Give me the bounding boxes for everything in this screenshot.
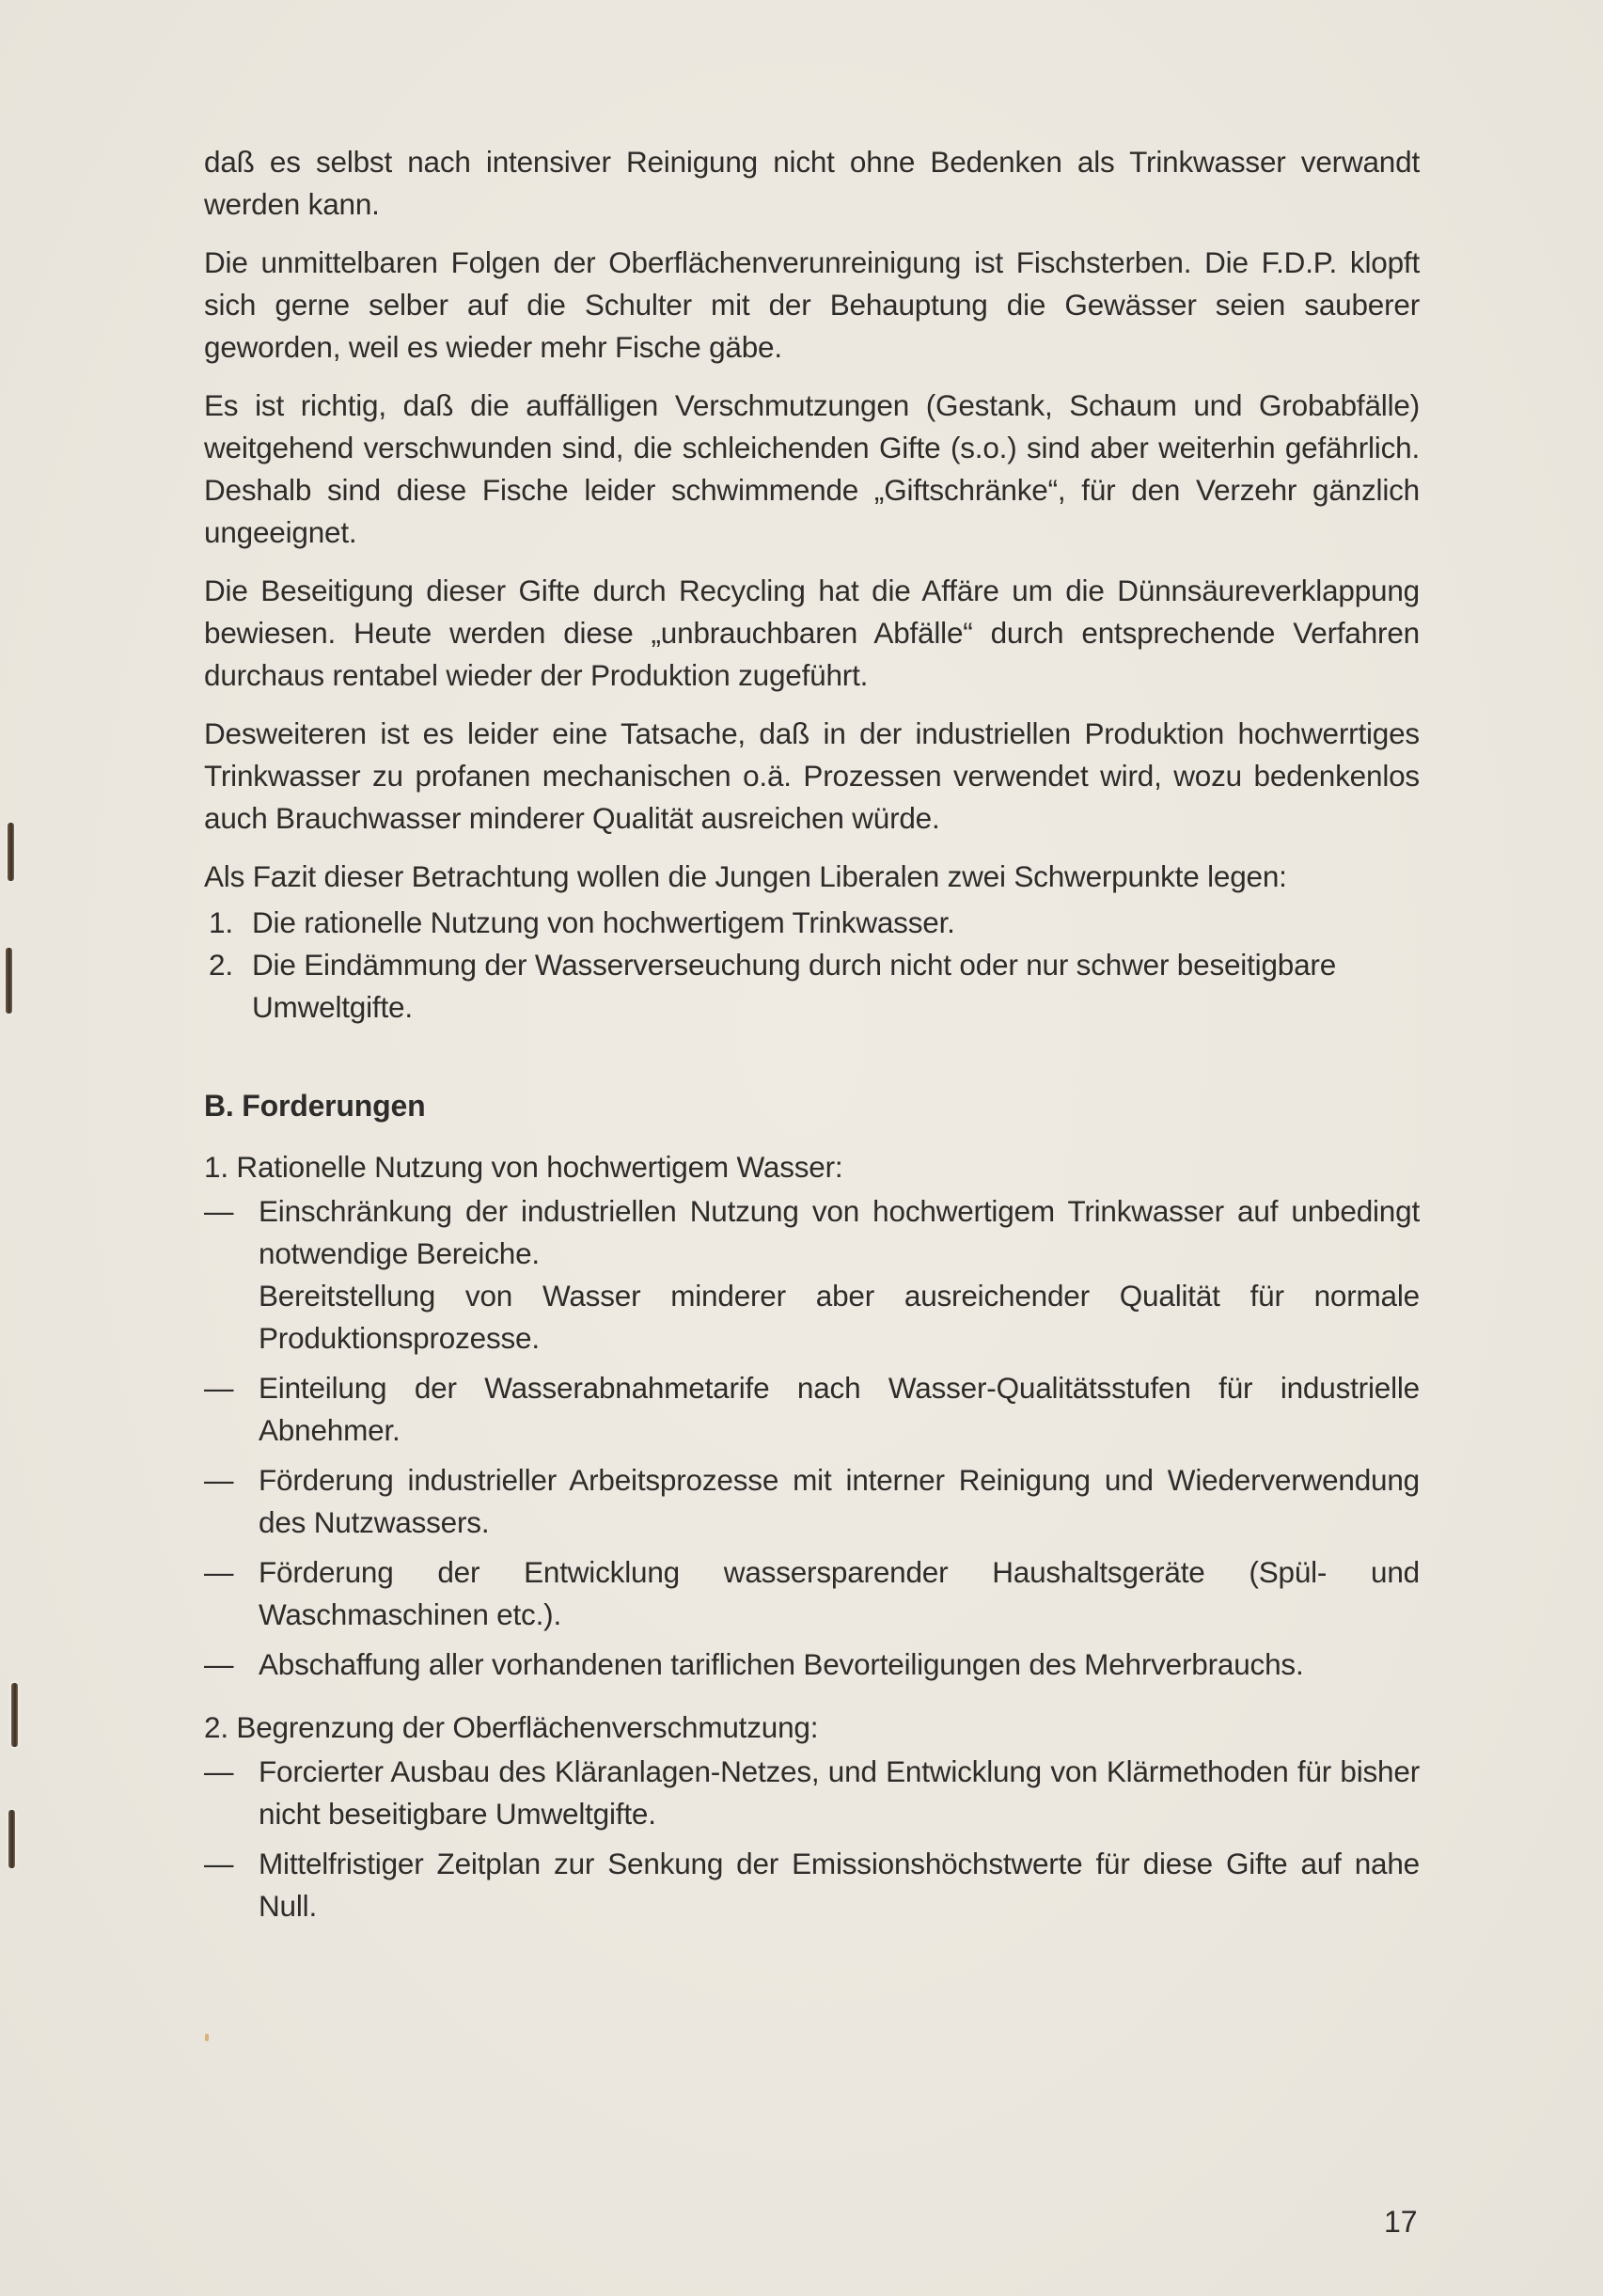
- list-item: [204, 902, 1420, 944]
- demands-list: [204, 1751, 1420, 1927]
- binding-staple: [11, 1683, 18, 1747]
- list-item-text: Einteilung der Wasserabnahmetarife nach Wasser-Qualitätsstufen für industrielle Abnehmer.: [259, 1371, 1420, 1447]
- text-column: [204, 141, 1420, 1948]
- page-number: 17: [1384, 2205, 1418, 2239]
- focus-points-list: [204, 902, 1420, 1029]
- list-item: [204, 1459, 1420, 1544]
- list-item: [204, 1843, 1420, 1927]
- list-item-text: Die Eindämmung der Wasserverseuchung durch nicht oder nur schwer beseitigbare Umweltgifte.: [252, 948, 1337, 1024]
- paragraph: Die Beseitigung dieser Gifte durch Recycling hat die Affäre um die Dünnsäureverklappung bewiesen. Heute werden diese „unbrauchbaren Abfälle“ durch entsprechende Verfahren durchaus rentabel wieder der Produktion zugeführt.: [204, 574, 1420, 692]
- demands-list: [204, 1190, 1420, 1686]
- dash-bullet: —: [204, 1647, 234, 1681]
- list-item: [204, 1190, 1420, 1360]
- list-item: [204, 1551, 1420, 1636]
- dash-bullet: —: [204, 1194, 234, 1228]
- list-item: [204, 1751, 1420, 1835]
- list-item: [204, 1367, 1420, 1452]
- list-item-text: Einschränkung der industriellen Nutzung von hochwertigem Trinkwasser auf unbedingt notwendige Bereiche.: [259, 1194, 1420, 1270]
- section-heading: B. Forderungen: [204, 1089, 426, 1123]
- dash-bullet: —: [204, 1754, 234, 1788]
- list-item-text: Forcierter Ausbau des Kläranlagen-Netzes, und Entwicklung von Klärmethoden für bisher nicht beseitigbare Umweltgifte.: [259, 1754, 1420, 1831]
- subsection-title: 1. Rationelle Nutzung von hochwertigem Wasser:: [204, 1150, 843, 1184]
- binding-staple: [6, 948, 12, 1014]
- paragraph: Desweiteren ist es leider eine Tatsache, daß in der industriellen Produktion hochwerrtiges Trinkwasser zu profanen mechanischen o.ä. Prozessen verwendet wird, wozu bedenkenlos auch Brauchwasser minderer Qualität ausreichen würde.: [204, 716, 1420, 835]
- list-number: 2.: [209, 948, 233, 982]
- dash-bullet: —: [204, 1555, 234, 1589]
- paragraph: Als Fazit dieser Betrachtung wollen die Jungen Liberalen zwei Schwerpunkte legen:: [204, 859, 1287, 893]
- list-item-text: Mittelfristiger Zeitplan zur Senkung der Emissionshöchstwerte für diese Gifte auf nahe Null.: [259, 1847, 1420, 1923]
- dash-bullet: —: [204, 1463, 234, 1497]
- paper-speck: [205, 2034, 209, 2041]
- list-item-text: Förderung industrieller Arbeitsprozesse mit interner Reinigung und Wiederverwendung des Nutzwassers.: [259, 1463, 1420, 1539]
- list-number: 1.: [209, 905, 233, 939]
- dash-bullet: —: [204, 1847, 234, 1880]
- dash-bullet: —: [204, 1371, 234, 1405]
- paragraph: Die unmittelbaren Folgen der Oberflächenverunreinigung ist Fischsterben. Die F.D.P. klopft sich gerne selber auf die Schulter mit der Behauptung die Gewässer seien sauberer geworden, weil es wieder mehr Fische gäbe.: [204, 245, 1420, 364]
- binding-staple: [8, 1810, 15, 1868]
- list-item: [204, 944, 1420, 1029]
- list-item: [204, 1643, 1420, 1686]
- list-item-text: Die rationelle Nutzung von hochwertigem Trinkwasser.: [252, 905, 955, 939]
- list-item-text: Abschaffung aller vorhandenen tariflichen Bevorteiligungen des Mehrverbrauchs.: [259, 1647, 1304, 1681]
- binding-staple: [8, 823, 14, 881]
- paragraph: daß es selbst nach intensiver Reinigung nicht ohne Bedenken als Trinkwasser verwandt werden kann.: [204, 145, 1420, 221]
- subsection-title: 2. Begrenzung der Oberflächenverschmutzung:: [204, 1710, 819, 1744]
- paragraph: Es ist richtig, daß die auffälligen Verschmutzungen (Gestank, Schaum und Grobabfälle) weitgehend verschwunden sind, die schleichenden Gifte (s.o.) sind aber weiterhin gefährlich. Deshalb sind diese Fische leider schwimmende „Giftschränke“, für den Verzehr gänzlich ungeeignet.: [204, 388, 1420, 549]
- list-item-extra-text: Bereitstellung von Wasser minderer aber ausreichender Qualität für normale Produktionsprozesse.: [259, 1279, 1420, 1355]
- list-item-text: Förderung der Entwicklung wassersparender Haushaltsgeräte (Spül- und Waschmaschinen etc.).: [259, 1555, 1420, 1631]
